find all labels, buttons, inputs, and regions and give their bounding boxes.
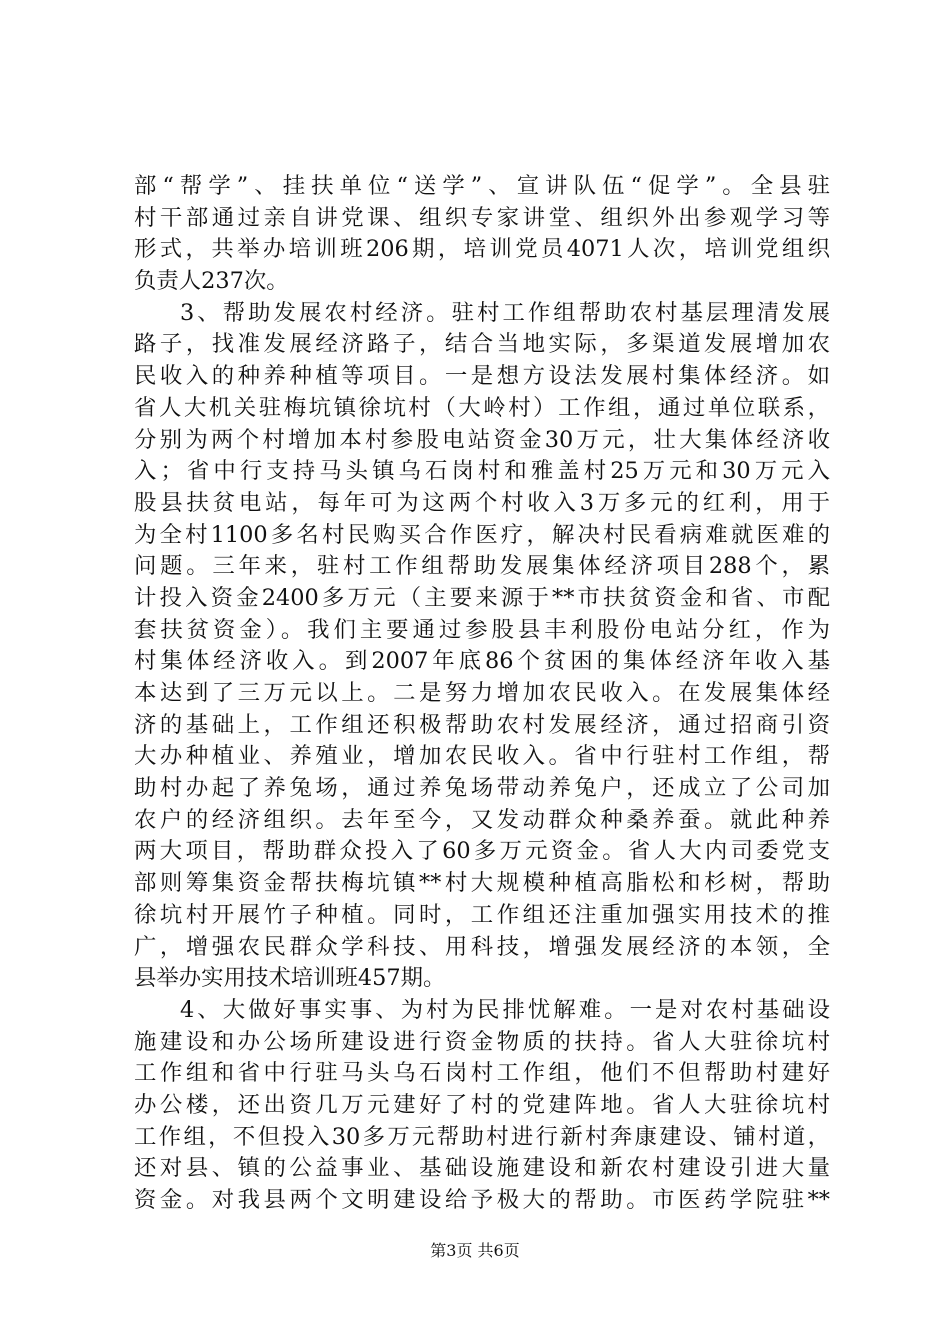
text-line: 为全村1100多名村民购买合作医疗，解决村民看病难就医难的 — [134, 521, 830, 548]
text-line: 工作组，不但投入30多万元帮助村进行新村奔康建设、铺村道， — [134, 1123, 830, 1150]
text-line: 助村办起了养兔场，通过养兔场带动养兔户，还成立了公司加 — [134, 775, 830, 802]
text-line: 部“帮学”、挂扶单位“送学”、宣讲队伍“促学”。全县驻 — [134, 173, 830, 199]
text-line: 农户的经济组织。去年至今，又发动群众种桑养蚕。就此种养 — [134, 806, 830, 833]
text-line: 县举办实用技术培训班457期。 — [134, 965, 446, 992]
text-line: 4、大做好事实事、为村为民排忧解难。一是对农村基础设 — [180, 996, 830, 1023]
text-line: 股县扶贫电站，每年可为这两个村收入3万多元的红利，用于 — [134, 489, 830, 516]
text-line: 广，增强农民群众学科技、用科技，增强发展经济的本领，全 — [134, 933, 830, 960]
text-line: 问题。三年来，驻村工作组帮助发展集体经济项目288个，累 — [134, 553, 830, 580]
text-line: 村干部通过亲自讲党课、组织专家讲堂、组织外出参观学习等 — [134, 204, 830, 231]
text-line: 两大项目，帮助群众投入了60多万元资金。省人大内司委党支 — [134, 838, 830, 865]
text-line: 路子，找准发展经济路子，结合当地实际，多渠道发展增加农 — [134, 331, 830, 358]
text-line: 济的基础上，工作组还积极帮助农村发展经济，通过招商引资 — [134, 711, 830, 738]
text-line: 形式，共举办培训班206期，培训党员4071人次，培训党组织 — [134, 236, 830, 263]
text-line: 省人大机关驻梅坑镇徐坑村（大岭村）工作组，通过单位联系， — [134, 394, 830, 421]
text-line: 村集体经济收入。到2007年底86个贫困的集体经济年收入基 — [134, 648, 830, 675]
text-line: 计投入资金2400多万元（主要来源于**市扶贫资金和省、市配 — [134, 584, 830, 611]
text-line: 徐坑村开展竹子种植。同时，工作组还注重加强实用技术的推 — [134, 901, 830, 928]
text-line: 办公楼，还出资几万元建好了村的党建阵地。省人大驻徐坑村 — [134, 1091, 830, 1118]
text-line: 资金。对我县两个文明建设给予极大的帮助。市医药学院驻** — [134, 1187, 830, 1213]
text-line: 还对县、镇的公益事业、基础设施建设和新农村建设引进大量 — [134, 1155, 830, 1182]
text-line: 工作组和省中行驻马头乌石岗村工作组，他们不但帮助村建好 — [134, 1060, 830, 1087]
text-line: 大办种植业、养殖业，增加农民收入。省中行驻村工作组，帮 — [134, 743, 830, 770]
text-line: 分别为两个村增加本村参股电站资金30万元，壮大集体经济收 — [134, 426, 830, 453]
text-line: 部则筹集资金帮扶梅坑镇**村大规模种植高脂松和杉树，帮助 — [134, 870, 830, 897]
text-line: 本达到了三万元以上。二是努力增加农民收入。在发展集体经 — [134, 680, 830, 706]
text-line: 负责人237次。 — [134, 268, 289, 295]
body-text — [134, 171, 830, 1217]
text-line: 3、帮助发展农村经济。驻村工作组帮助农村基层理清发展 — [180, 299, 830, 326]
text-line: 入；省中行支持马头镇乌石岗村和雅盖村25万元和30万元入 — [134, 458, 830, 485]
text-line: 民收入的种养种植等项目。一是想方设法发展村集体经济。如 — [134, 363, 830, 390]
text-line: 施建设和办公场所建设进行资金物质的扶持。省人大驻徐坑村 — [134, 1028, 830, 1055]
text-line: 套扶贫资金）。我们主要通过参股县丰利股份电站分红，作为 — [134, 616, 830, 643]
page-number-footer: 第3页 共6页 — [430, 1241, 520, 1260]
